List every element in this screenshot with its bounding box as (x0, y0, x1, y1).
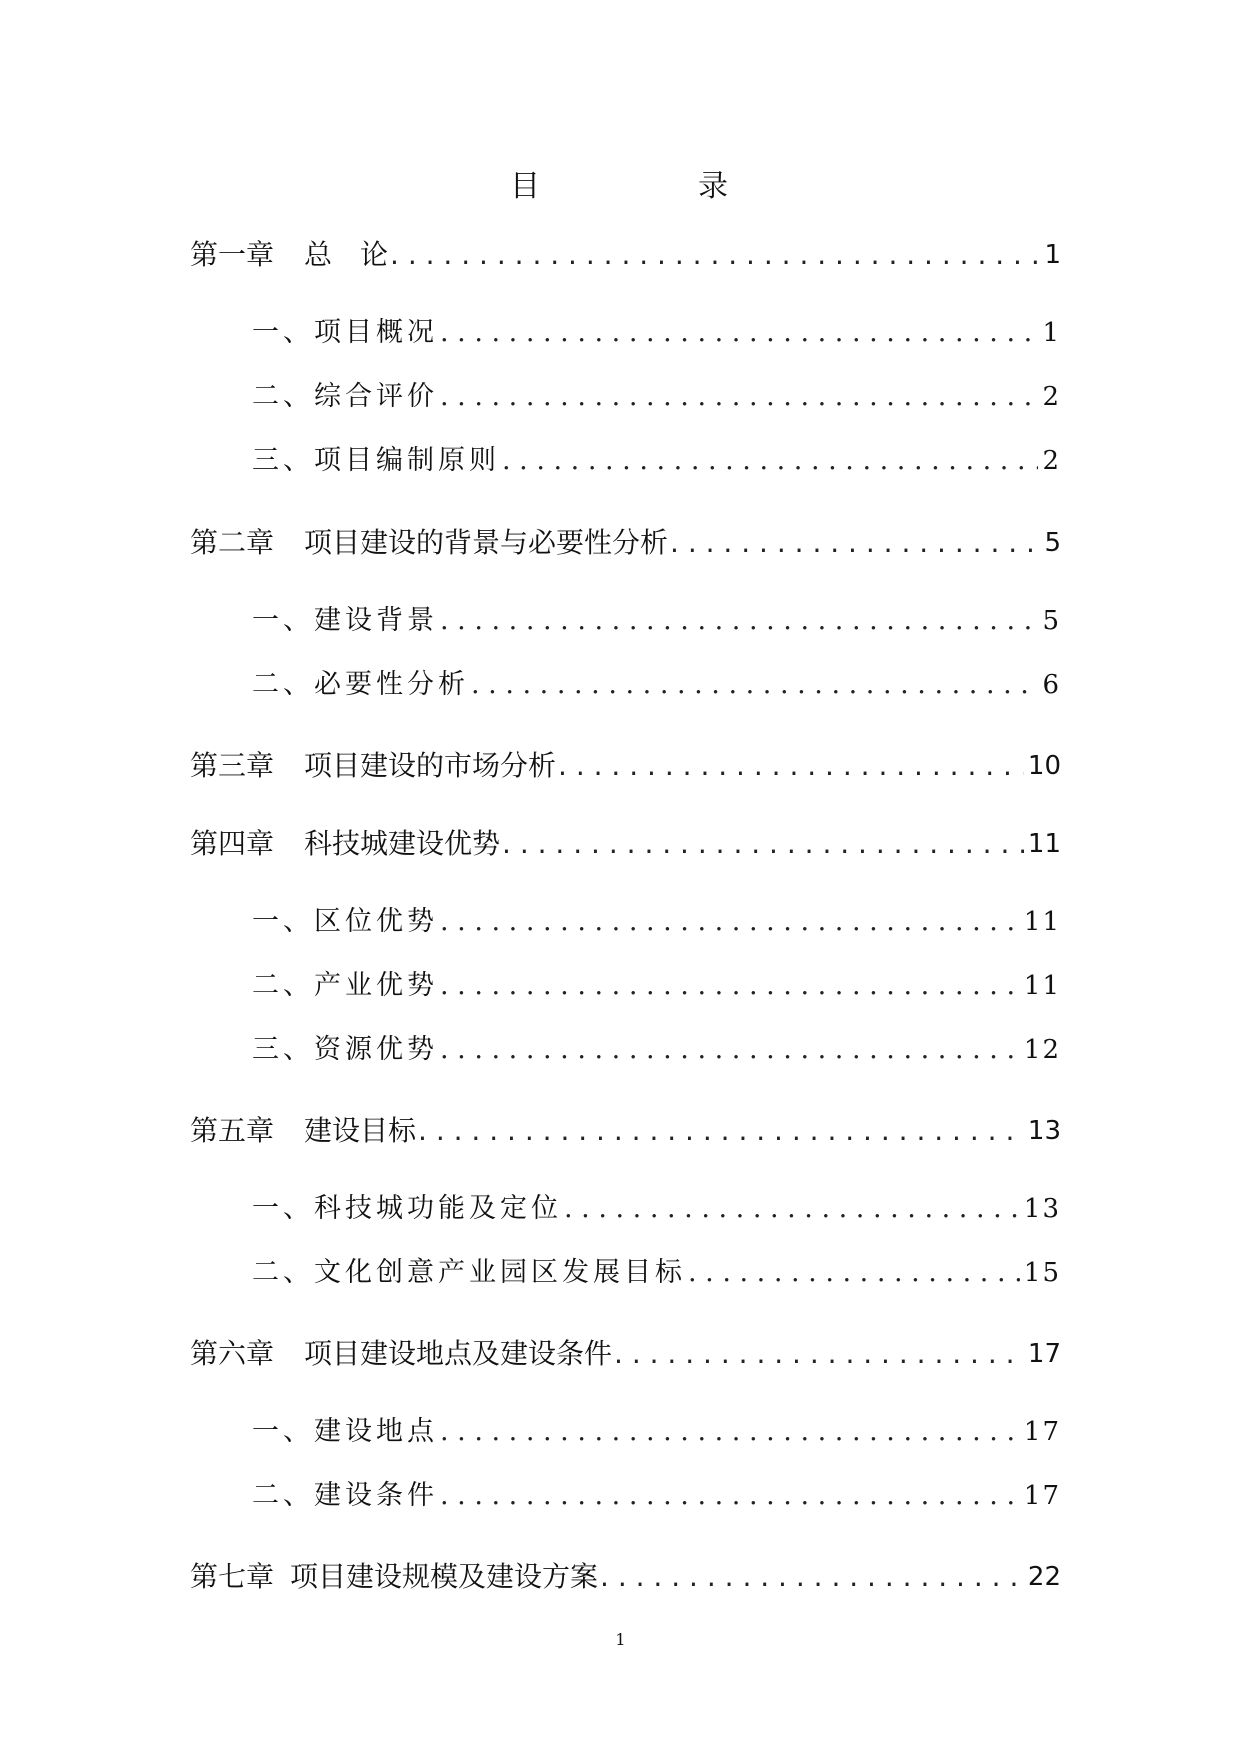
toc-entry-label (190, 746, 556, 786)
toc-page-number: 12 (1023, 1035, 1061, 1065)
toc-entry-number: 第一章 (190, 238, 275, 271)
toc-entry-label (252, 601, 438, 641)
toc-entry-label (252, 665, 469, 705)
toc-entry-title: 项目建设的市场分析 (304, 749, 557, 782)
toc-entry-label (252, 1476, 438, 1516)
toc-page-number: 15 (1023, 1258, 1061, 1288)
toc-entry-number: 三、 (252, 1034, 314, 1065)
dot-leader (614, 1334, 1024, 1374)
dot-leader (558, 746, 1024, 786)
toc-entry-number: 第四章 (190, 827, 275, 860)
dot-leader (600, 1557, 1024, 1597)
dot-leader (440, 601, 1038, 641)
toc-entry-title: 文化创意产业园区发展目标 (314, 1257, 686, 1288)
dot-leader (502, 441, 1038, 481)
toc-section-entry[interactable] (190, 1189, 1061, 1229)
toc-entry-number: 二、 (252, 970, 314, 1001)
toc-entry-label (252, 441, 500, 481)
toc-entry-label (190, 824, 500, 864)
toc-entry-number: 第五章 (190, 1114, 275, 1147)
toc-entry-number: 一、 (252, 605, 314, 636)
title-char-2: 录 (698, 169, 728, 204)
toc-entry-title: 项目建设规模及建设方案 (290, 1560, 599, 1593)
toc-chapter-entry[interactable] (190, 1334, 1061, 1374)
toc-chapter-entry[interactable] (190, 1557, 1061, 1597)
toc-section-entry[interactable] (190, 377, 1061, 417)
toc-entry-label (252, 1189, 562, 1229)
toc-entry-number: 第三章 (190, 749, 275, 782)
toc-entry-label (252, 1030, 438, 1070)
toc-chapter-entry[interactable] (190, 1111, 1061, 1151)
toc-chapter-entry[interactable] (190, 746, 1061, 786)
toc-entry-title: 建设条件 (314, 1480, 438, 1511)
toc-chapter-entry[interactable] (190, 523, 1061, 563)
dot-leader (418, 1111, 1024, 1151)
toc-entry-title: 建设背景 (314, 605, 438, 636)
toc-entry-title: 科技城功能及定位 (314, 1193, 562, 1224)
toc-entry-number: 第七章 (190, 1560, 275, 1593)
toc-section-entry[interactable] (190, 966, 1061, 1006)
toc-page-number: 17 (1027, 1339, 1061, 1369)
toc-page-number: 22 (1027, 1562, 1061, 1592)
toc-entry-number: 一、 (252, 906, 314, 937)
toc-entry-number: 二、 (252, 1480, 314, 1511)
dot-leader (390, 235, 1040, 275)
toc-section-entry[interactable] (190, 313, 1061, 353)
toc-entry-label (252, 1253, 686, 1293)
toc-entry-number: 第六章 (190, 1337, 275, 1370)
toc-page-number: 11 (1023, 971, 1061, 1001)
toc-entry-label (252, 902, 438, 942)
dot-leader (440, 1412, 1020, 1452)
toc-entry-label (252, 1412, 438, 1452)
toc-page-number: 13 (1027, 1116, 1061, 1146)
dot-leader (440, 1030, 1020, 1070)
toc-entry-title: 综合评价 (314, 381, 438, 412)
toc-section-entry[interactable] (190, 1476, 1061, 1516)
toc-section-entry[interactable] (190, 441, 1061, 481)
toc-entry-title: 资源优势 (314, 1034, 438, 1065)
toc-page-number: 5 (1044, 528, 1061, 558)
dot-leader (440, 1476, 1020, 1516)
dot-leader (440, 377, 1038, 417)
dot-leader (502, 824, 1024, 864)
toc-section-entry[interactable] (190, 1412, 1061, 1452)
toc-entry-label (190, 1111, 416, 1151)
toc-entry-label (190, 1334, 612, 1374)
toc-page-number: 5 (1042, 606, 1061, 636)
toc-page-number: 1 (1042, 318, 1061, 348)
dot-leader (471, 665, 1038, 705)
toc-entry-label (190, 523, 668, 563)
toc-entry-number: 二、 (252, 381, 314, 412)
toc-page-number: 10 (1027, 751, 1061, 781)
toc-page-number: 13 (1023, 1194, 1061, 1224)
toc-entry-title: 区位优势 (314, 906, 438, 937)
toc-page-number: 11 (1027, 829, 1061, 859)
toc-page-number: 11 (1023, 907, 1061, 937)
toc-entry-title: 科技城建设优势 (304, 827, 501, 860)
toc-page-number: 2 (1042, 446, 1061, 476)
toc-entry-label (190, 235, 388, 275)
dot-leader (440, 966, 1020, 1006)
toc-page-number: 17 (1023, 1417, 1061, 1447)
dot-leader (688, 1253, 1020, 1293)
toc-entry-label (252, 313, 438, 353)
toc-section-entry[interactable] (190, 601, 1061, 641)
toc-section-entry[interactable] (190, 1030, 1061, 1070)
toc-entry-number: 三、 (252, 445, 314, 476)
toc-entry-title: 项目建设地点及建设条件 (304, 1337, 613, 1370)
toc-entry-label (252, 966, 438, 1006)
toc-entry-number: 二、 (252, 1257, 314, 1288)
toc-section-entry[interactable] (190, 902, 1061, 942)
toc-entry-label (252, 377, 438, 417)
dot-leader (564, 1189, 1020, 1229)
toc-page-number: 2 (1042, 382, 1061, 412)
toc-section-entry[interactable] (190, 1253, 1061, 1293)
page-title (0, 169, 1241, 212)
toc-chapter-entry[interactable] (190, 824, 1061, 864)
title-char-1: 目 (510, 169, 540, 204)
toc-entry-title: 建设目标 (304, 1114, 417, 1147)
toc-entry-title: 总 论 (304, 238, 389, 271)
toc-section-entry[interactable] (190, 665, 1061, 705)
toc-entry-number: 二、 (252, 669, 314, 700)
toc-chapter-entry[interactable] (190, 235, 1061, 275)
toc-entry-label (190, 1557, 598, 1597)
dot-leader (440, 313, 1038, 353)
toc-entry-title: 建设地点 (314, 1416, 438, 1447)
footer-page-number: 1 (615, 1630, 626, 1649)
toc-entry-number: 一、 (252, 1416, 314, 1447)
toc-entry-title: 项目概况 (314, 317, 438, 348)
toc-page-number: 6 (1042, 670, 1061, 700)
toc-entry-title: 必要性分析 (314, 669, 469, 700)
toc-entry-number: 一、 (252, 1193, 314, 1224)
toc-entry-title: 项目建设的背景与必要性分析 (304, 526, 669, 559)
toc-entry-number: 一、 (252, 317, 314, 348)
toc-entry-title: 产业优势 (314, 970, 438, 1001)
dot-leader (670, 523, 1040, 563)
toc-entry-number: 第二章 (190, 526, 275, 559)
toc-entry-title: 项目编制原则 (314, 445, 500, 476)
dot-leader (440, 902, 1020, 942)
toc-page-number: 17 (1023, 1481, 1061, 1511)
toc-page-number: 1 (1044, 240, 1061, 270)
